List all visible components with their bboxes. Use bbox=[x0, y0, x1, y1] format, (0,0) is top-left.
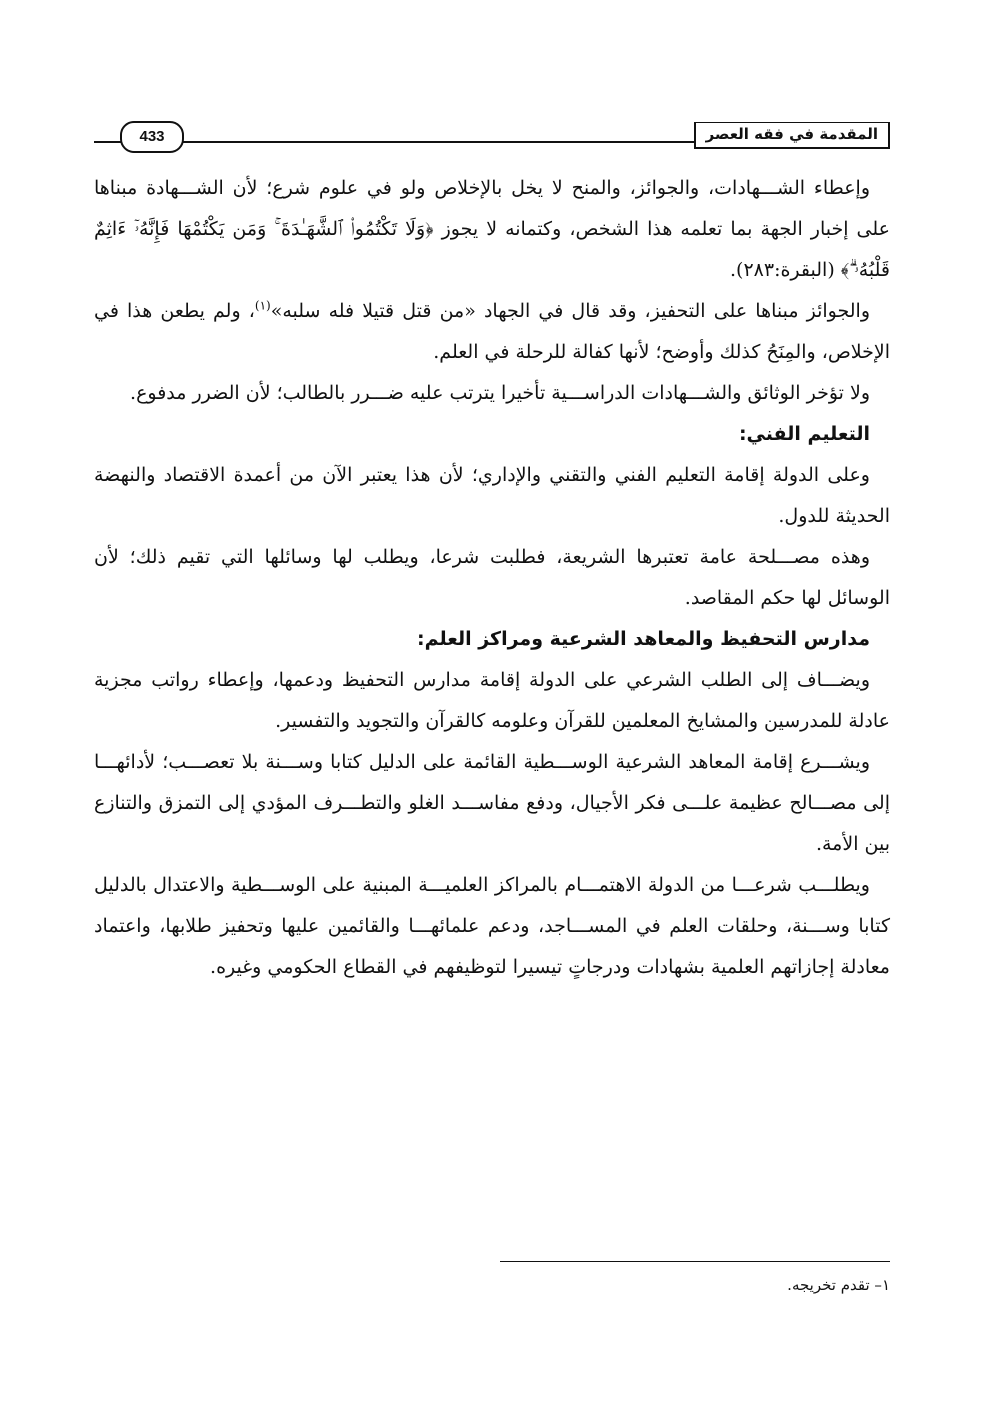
page-body bbox=[94, 168, 890, 988]
footnote: ١– تقدم تخريجه. bbox=[787, 1276, 890, 1294]
paragraph-technical-education: وعلى الدولة إقامة التعليم الفني والتقني والإداري؛ لأن هذا يعتبر الآن من أعمدة الاقتصاد والنهضة الحديثة للدول. bbox=[94, 464, 890, 527]
book-title: المقدمة في فقه العصر bbox=[694, 122, 890, 149]
page-number-frame bbox=[120, 121, 184, 153]
paragraph-institutes: ويشـــرع إقامة المعاهد الشرعية الوســـطية القائمة على الدليل كتابا وســـنة بلا تعصـــب؛ لأدائهـــا إلى مصـــالح عظيمة علـــى فكر الأجيال، ودفع مفاســـد الغلو والتطـــرف المؤدي إلى التمزق والتنازع بين الأمة. bbox=[94, 751, 890, 855]
footnote-divider bbox=[500, 1261, 890, 1262]
paragraph-public-interest: وهذه مصـــلحة عامة تعتبرها الشريعة، فطلبت شرعا، ويطلب لها وسائلها التي تقيم ذلك؛ لأن الوسائل لها حكم المقاصد. bbox=[94, 546, 890, 609]
page-header bbox=[94, 118, 890, 154]
page-number: 433 bbox=[139, 128, 165, 145]
paragraph-documents: ولا تؤخر الوثائق والشـــهادات الدراســـية تأخيرا يترتب عليه ضـــرر بالطالب؛ لأن الضرر مدفوع. bbox=[130, 382, 870, 404]
heading-schools-institutes: مدارس التحفيظ والمعاهد الشرعية ومراكز العلم: bbox=[416, 628, 870, 650]
paragraph-prizes-continuation: ، ولم يطعن هذا في الإخلاص، والمِنَحُ كذلك وأوضح؛ لأنها كفالة للرحلة في العلم. bbox=[94, 300, 890, 363]
paragraph-certificates: وإعطاء الشـــهادات، والجوائز، والمنح لا يخل بالإخلاص ولو في علوم شرع؛ لأن الشـــهادة مبناها على إخبار الجهة بما تعلمه هذا الشخص، وكتمانه لا يجوز ﴿وَلَا تَكْتُمُوا۟ ٱلشَّهَـٰدَةَ ۚ وَمَن يَكْتُمْهَا فَإِنَّهُۥٓ ءَاثِمٌ قَلْبُهُۥ ۗ﴾ (البقرة:٢٨٣). bbox=[94, 177, 890, 281]
paragraph-scholarly-centers: ويطلـــب شرعـــا من الدولة الاهتمـــام بالمراكز العلميـــة المبنية على الوســـطية والاعتدال بالدليل كتابا وســـنة، وحلقات العلم في المســـاجد، ودعم علمائهـــا والقائمين عليها وتحفيز طلابها، واعتماد معادلة إجازاتهم العلمية بشهادات ودرجاتٍ تيسيرا لتوظيفهم في القطاع الحكومي وغيره. bbox=[94, 874, 890, 978]
paragraph-prizes bbox=[94, 291, 890, 373]
footnote-reference: (١) bbox=[254, 298, 271, 313]
paragraph-prizes-text: والجوائز مبناها على التحفيز، وقد قال في الجهاد «من قتل قتيلا فله سلبه» bbox=[270, 300, 871, 322]
paragraph-memorization-schools: ويضـــاف إلى الطلب الشرعي على الدولة إقامة مدارس التحفيظ ودعمها، وإعطاء رواتب مجزية عادلة للمدرسين والمشايخ المعلمين للقرآن وعلومه كالقرآن والتجويد والتفسير. bbox=[94, 669, 890, 732]
heading-technical-education: التعليم الفني: bbox=[738, 423, 870, 445]
